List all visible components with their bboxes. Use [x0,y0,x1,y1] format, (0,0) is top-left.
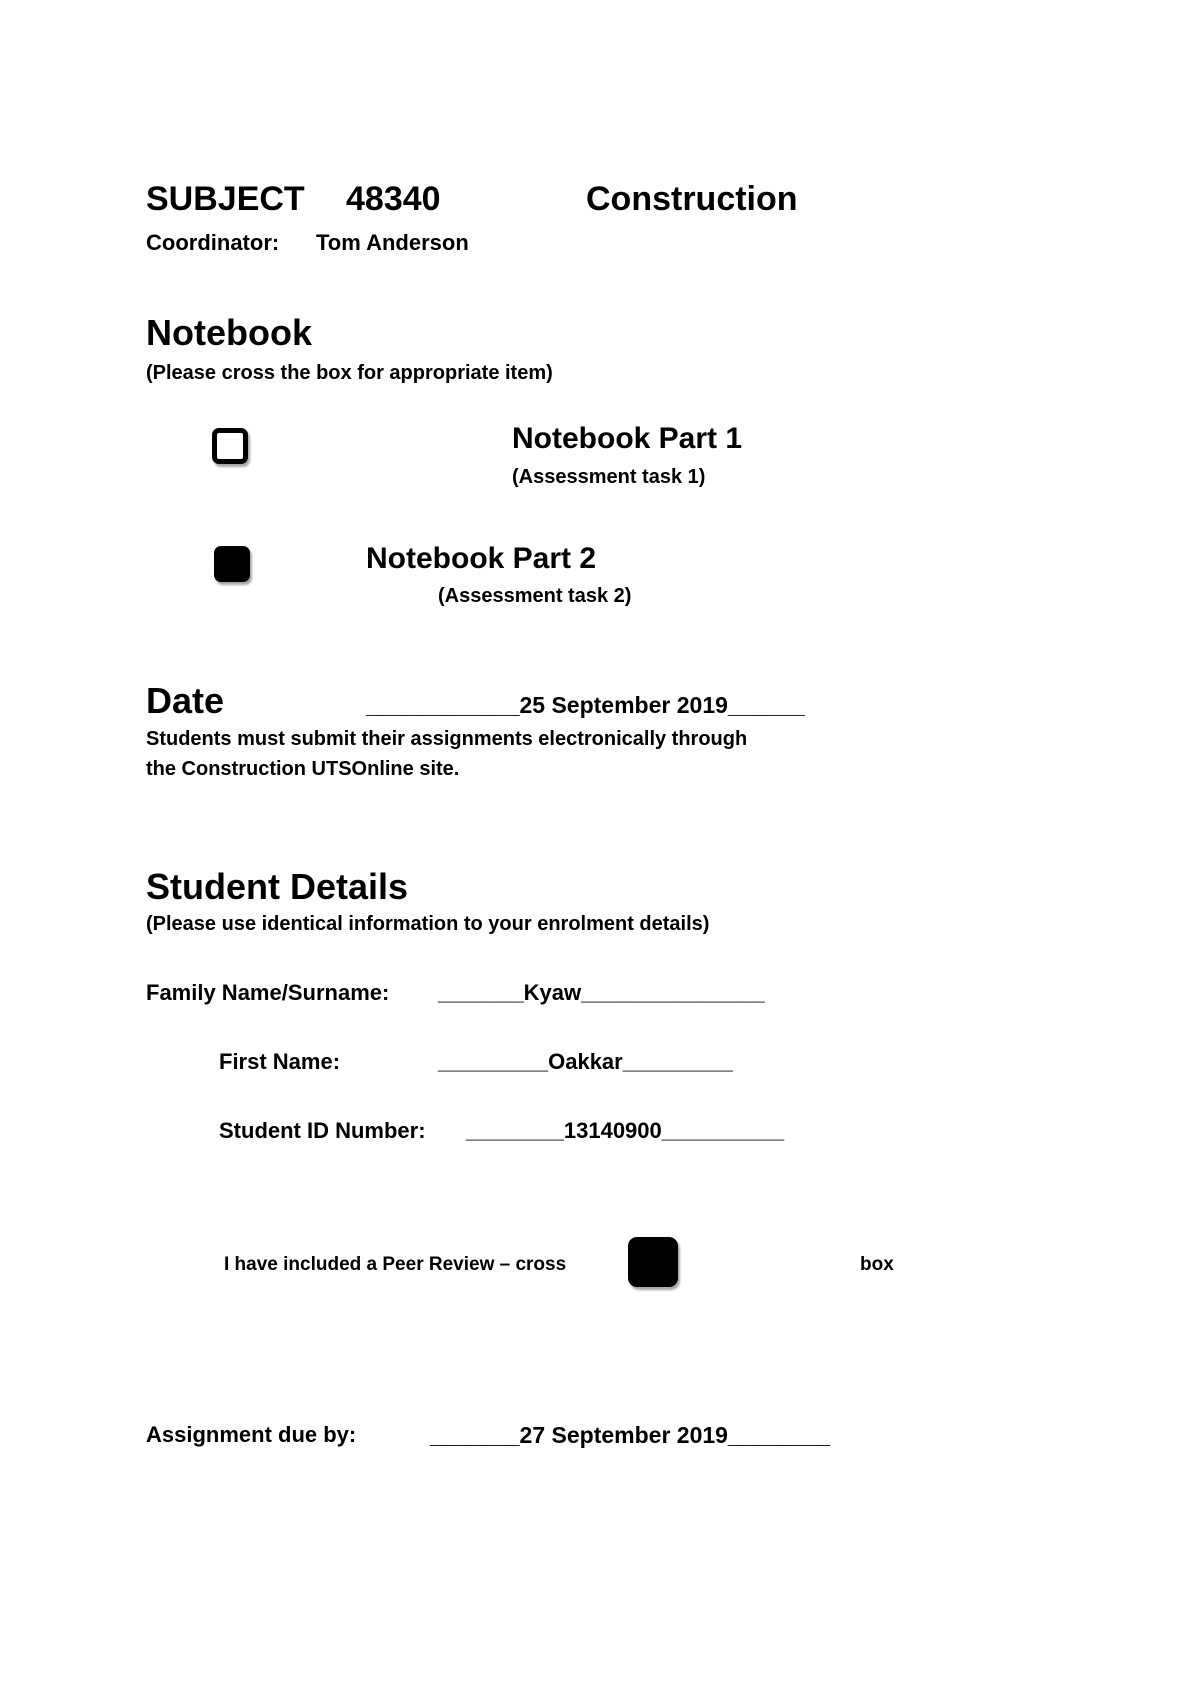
notebook-part2-title: Notebook Part 2 [366,542,597,575]
subject-code: 48340 [346,180,441,218]
due-date-label: Assignment due by: [146,1422,357,1447]
student-details-heading: Student Details [146,866,409,907]
peer-review-checkbox[interactable] [628,1237,678,1287]
submission-note-line2: the Construction UTSOnline site. [146,758,460,780]
notebook-heading: Notebook [146,312,312,353]
notebook-part1-subtitle: (Assessment task 1) [512,466,706,488]
coordinator-name: Tom Anderson [316,230,469,255]
notebook-part2-checkbox[interactable] [214,546,250,582]
subject-label: SUBJECT [146,180,305,218]
peer-review-box-word: box [860,1254,894,1275]
student-details-instruction: (Please use identical information to your enrolment details) [146,913,710,935]
family-name-label: Family Name/Surname: [146,980,390,1005]
notebook-part1-title: Notebook Part 1 [512,422,743,455]
notebook-part2-subtitle: (Assessment task 2) [438,585,632,607]
due-date-value: _______27 September 2019________ [430,1422,831,1448]
student-id-value[interactable]: ________13140900__________ [466,1118,785,1143]
notebook-part1-checkbox[interactable] [212,428,248,464]
student-id-label: Student ID Number: [219,1118,426,1143]
first-name-label: First Name: [219,1049,341,1074]
coordinator-label: Coordinator: [146,230,280,255]
peer-review-text: I have included a Peer Review – cross [224,1254,567,1275]
subject-name: Construction [586,180,798,218]
date-value: ____________25 September 2019______ [366,692,805,718]
submission-note-line1: Students must submit their assignments electronically through [146,728,748,750]
first-name-value[interactable]: _________Oakkar_________ [438,1049,733,1074]
family-name-value[interactable]: _______Kyaw_______________ [438,980,765,1005]
notebook-instruction: (Please cross the box for appropriate item) [146,362,553,384]
date-label: Date [146,680,225,721]
